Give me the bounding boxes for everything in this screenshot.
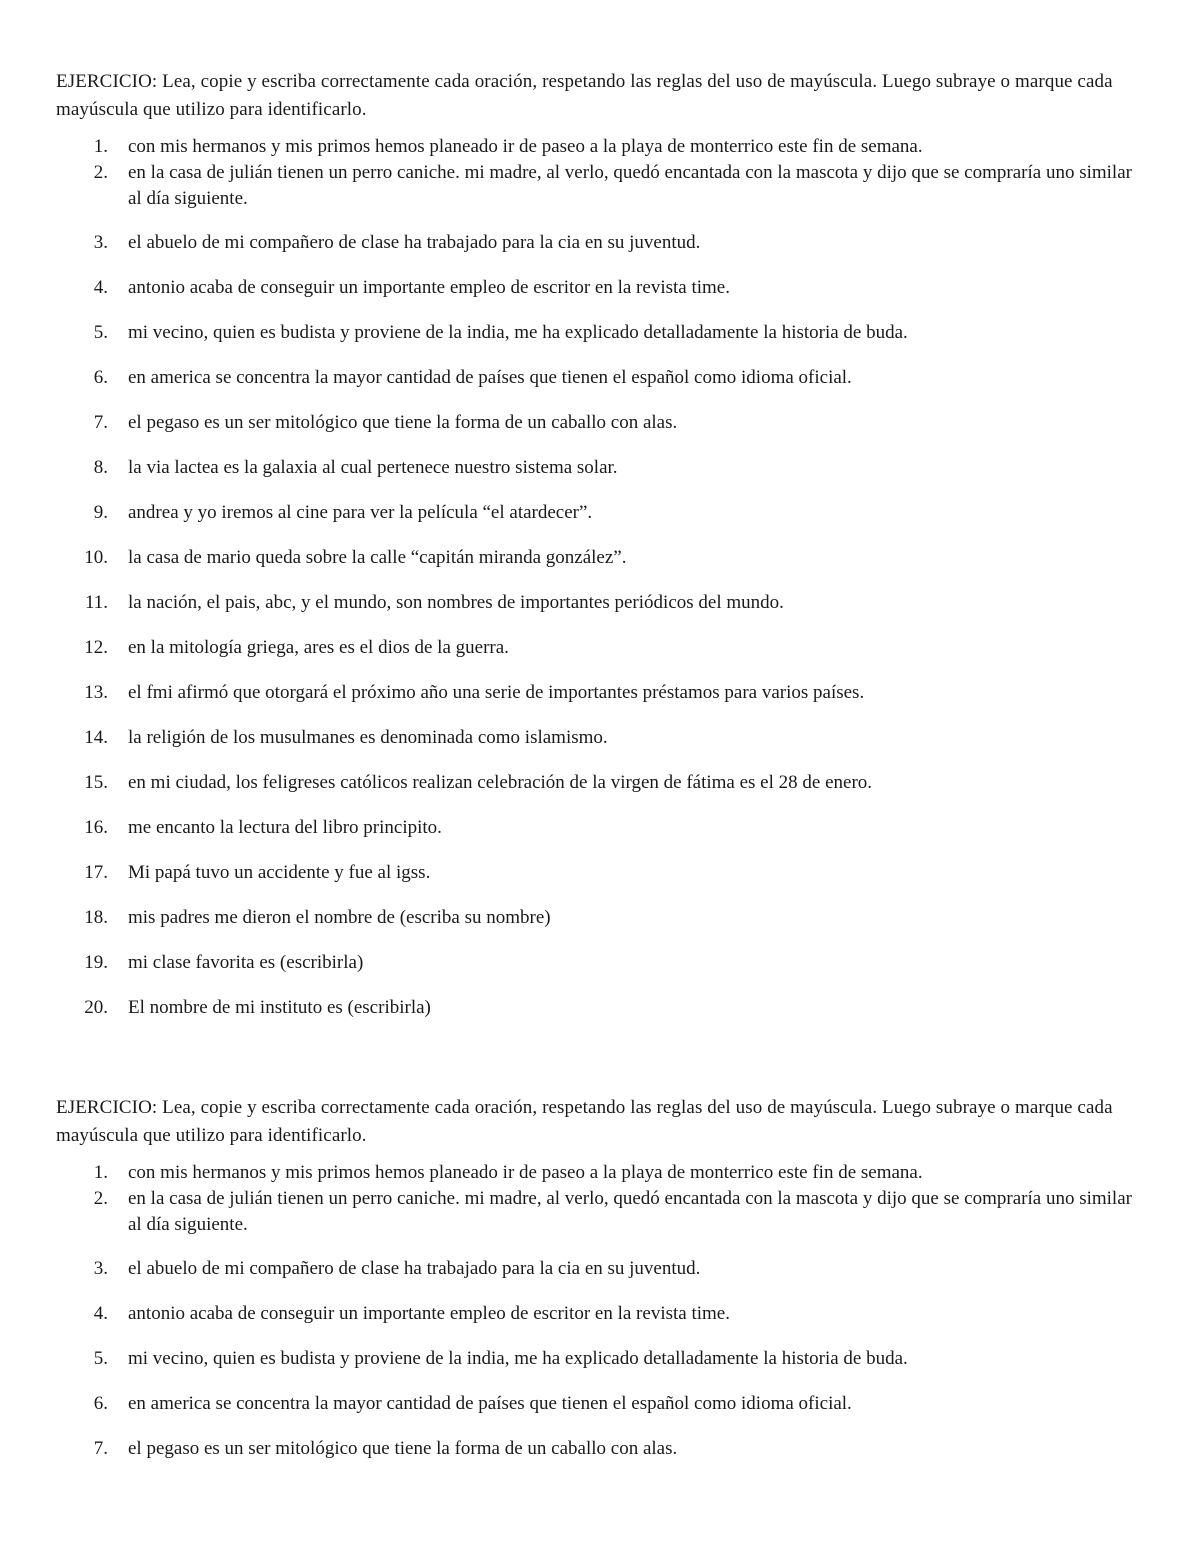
list-item [56,410,1146,436]
exercise-block-2 [56,1094,1146,1462]
list-item-number: 6. [93,1393,108,1414]
exercise-instruction-text: Lea, copie y escriba correctamente cada oración, respetando las reglas del uso de mayúscula. Luego subraye o marque cada mayúscula que utilizo para identificarlo. [56,1097,1113,1146]
list-item-text: la nación, el pais, abc, y el mundo, son nombres de importantes periódicos del mundo. [128,592,784,613]
list-item-number: 10. [84,547,108,568]
list-item [56,1391,1146,1417]
list-item-number: 7. [93,1438,108,1459]
list-item [56,860,1146,886]
list-item [56,725,1146,751]
list-item-text: el pegaso es un ser mitológico que tiene la forma de un caballo con alas. [128,412,678,433]
list-item [56,905,1146,931]
list-item-number: 2. [93,1188,108,1209]
exercise-instruction [56,68,1146,124]
list-item-text: en america se concentra la mayor cantidad de países que tienen el español como idioma oficial. [128,1393,852,1414]
list-item [56,500,1146,526]
exercise-list [56,1160,1146,1462]
list-item-number: 20. [84,997,108,1018]
list-item-text: en mi ciudad, los feligreses católicos realizan celebración de la virgen de fátima es el 28 de enero. [128,772,873,793]
list-item [56,1346,1146,1372]
list-item [56,160,1146,212]
list-item-number: 4. [93,277,108,298]
list-item [56,545,1146,571]
list-item-number: 2. [93,162,108,183]
exercise-instruction [56,1094,1146,1150]
list-item-number: 3. [93,1258,108,1279]
list-item-number: 1. [93,1162,108,1183]
list-item [56,134,1146,160]
list-item-number: 16. [84,817,108,838]
list-item-number: 4. [93,1303,108,1324]
list-item-number: 3. [93,232,108,253]
list-item-text: el fmi afirmó que otorgará el próximo año una serie de importantes préstamos para varios países. [128,682,865,703]
list-item [56,1301,1146,1327]
list-item [56,1256,1146,1282]
list-item [56,770,1146,796]
list-item-number: 7. [93,412,108,433]
list-item-text: en la casa de julián tienen un perro caniche. mi madre, al verlo, quedó encantada con la mascota y dijo que se compraría uno similar al día siguiente. [128,162,1132,209]
list-item [56,320,1146,346]
list-item [56,680,1146,706]
list-item-number: 5. [93,322,108,343]
exercise-instruction-text: Lea, copie y escriba correctamente cada oración, respetando las reglas del uso de mayúscula. Luego subraye o marque cada mayúscula que utilizo para identificarlo. [56,71,1113,120]
list-item-text: la via lactea es la galaxia al cual pertenece nuestro sistema solar. [128,457,618,478]
list-item-text: antonio acaba de conseguir un importante empleo de escritor en la revista time. [128,277,730,298]
exercise-label: EJERCICIO: [56,71,158,92]
list-item-text: Mi papá tuvo un accidente y fue al igss. [128,862,431,883]
list-item-number: 5. [93,1348,108,1369]
list-item-text: la casa de mario queda sobre la calle “capitán miranda gonzález”. [128,547,627,568]
list-item [56,365,1146,391]
list-item-number: 15. [84,772,108,793]
list-item-number: 1. [93,136,108,157]
list-item-text: el pegaso es un ser mitológico que tiene la forma de un caballo con alas. [128,1438,678,1459]
list-item-text: antonio acaba de conseguir un importante empleo de escritor en la revista time. [128,1303,730,1324]
list-item-text: el abuelo de mi compañero de clase ha trabajado para la cia en su juventud. [128,1258,701,1279]
list-item-text: mi clase favorita es (escribirla) [128,952,364,973]
list-item-number: 14. [84,727,108,748]
list-item-text: en la mitología griega, ares es el dios de la guerra. [128,637,509,658]
list-item-number: 9. [93,502,108,523]
list-item-text: andrea y yo iremos al cine para ver la película “el atardecer”. [128,502,593,523]
list-item-number: 19. [84,952,108,973]
list-item [56,815,1146,841]
list-item-number: 18. [84,907,108,928]
list-item [56,275,1146,301]
list-item-text: en america se concentra la mayor cantidad de países que tienen el español como idioma oficial. [128,367,852,388]
list-item-number: 8. [93,457,108,478]
list-item [56,455,1146,481]
list-item-number: 17. [84,862,108,883]
exercise-block-1 [56,68,1146,1021]
list-item-text: mi vecino, quien es budista y proviene de la india, me ha explicado detalladamente la historia de buda. [128,322,908,343]
list-item [56,230,1146,256]
list-item-text: el abuelo de mi compañero de clase ha trabajado para la cia en su juventud. [128,232,701,253]
list-item-text: con mis hermanos y mis primos hemos planeado ir de paseo a la playa de monterrico este fin de semana. [128,136,923,157]
list-item-text: mi vecino, quien es budista y proviene de la india, me ha explicado detalladamente la historia de buda. [128,1348,908,1369]
list-item-text: me encanto la lectura del libro principito. [128,817,442,838]
list-item [56,635,1146,661]
list-item [56,590,1146,616]
list-item [56,950,1146,976]
list-item-text: El nombre de mi instituto es (escribirla) [128,997,431,1018]
list-item-text: con mis hermanos y mis primos hemos planeado ir de paseo a la playa de monterrico este fin de semana. [128,1162,923,1183]
list-item-number: 6. [93,367,108,388]
list-item [56,995,1146,1021]
list-item-number: 13. [84,682,108,703]
list-item-text: mis padres me dieron el nombre de (escriba su nombre) [128,907,551,928]
exercise-label: EJERCICIO: [56,1097,158,1118]
list-item-text: en la casa de julián tienen un perro caniche. mi madre, al verlo, quedó encantada con la mascota y dijo que se compraría uno similar al día siguiente. [128,1188,1132,1235]
list-item [56,1186,1146,1238]
list-item [56,1160,1146,1186]
list-item-text: la religión de los musulmanes es denominada como islamismo. [128,727,608,748]
list-item-number: 11. [84,592,108,613]
exercise-list [56,134,1146,1021]
list-item [56,1436,1146,1462]
list-item-number: 12. [84,637,108,658]
